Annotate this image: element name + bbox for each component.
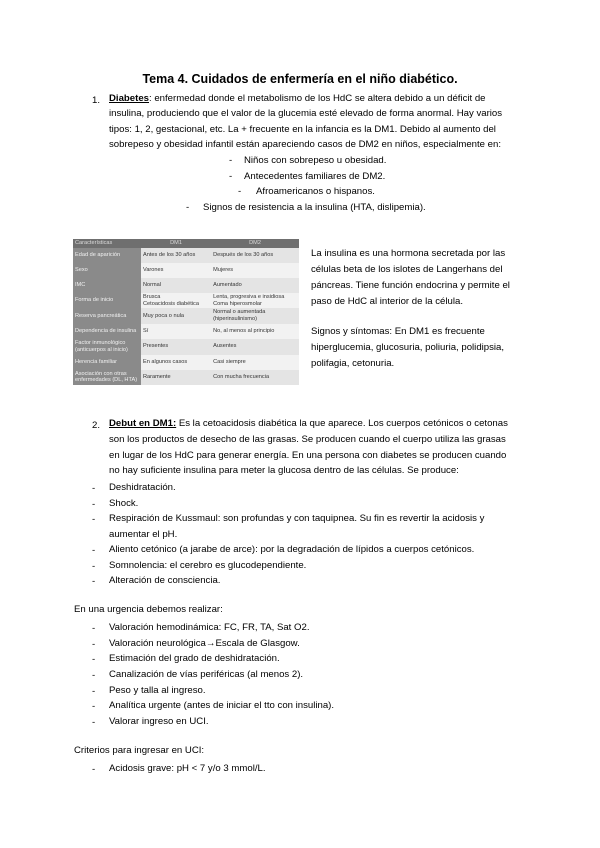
list-item: Valorar ingreso en UCI. — [109, 716, 209, 727]
table-cell: Ausentes — [211, 339, 299, 355]
list-item: aumentar el pH. — [109, 529, 178, 540]
s1-bullet-1: Antecedentes familiares de DM2. — [244, 171, 386, 182]
section-2-number: 2. — [92, 420, 101, 431]
table-row — [73, 263, 299, 278]
bullet-dash: - — [238, 186, 242, 197]
table-cell: Reserva pancreática — [73, 308, 141, 324]
table-cell: Aumentado — [211, 278, 299, 293]
table-cell: Casi siempre — [211, 355, 299, 370]
bullet-dash: - — [229, 171, 233, 182]
s2-line-3: no hay suficiente insulina para meter la glucosa dentro de las células. Se produce: — [109, 465, 459, 476]
list-item: Somnolencia: el cerebro es glucodependiente. — [109, 560, 307, 571]
list-item: Canalización de vías periféricas (al menos 2). — [109, 669, 304, 680]
s2-line-2: en lugar de los HdC para generar energía. En una persona con diabetes se producen cuando — [109, 450, 507, 461]
table-cell: Muy poca o nula — [141, 308, 211, 324]
table-row — [73, 355, 299, 370]
s2-line-0: Es la cetoacidosis diabética la que aparece. Los cuerpos cetónicos o cetonas — [176, 418, 508, 429]
table-cell: No, al menos al principio — [211, 324, 299, 339]
term-diabetes: Diabetes — [109, 93, 149, 104]
bullet-dash: - — [92, 764, 96, 775]
table-header-cell: DM2 — [211, 239, 299, 248]
list-item: Deshidratación. — [109, 482, 176, 493]
s2-line-1: son los productos de desecho de las grasas. Se producen cuando el cuerpo utiliza las grasas — [109, 434, 506, 445]
bullet-dash: - — [92, 701, 96, 712]
table-cell: Brusca Cetoacidosis diabética — [141, 293, 211, 309]
table-cell: Sí — [141, 324, 211, 339]
bullet-dash: - — [92, 623, 96, 634]
urgency-heading: En una urgencia debemos realizar: — [74, 604, 223, 615]
table-row — [73, 308, 299, 324]
bullet-dash: - — [92, 561, 96, 572]
list-item: Acidosis grave: pH < 7 y/o 3 mmol/L. — [109, 763, 266, 774]
table-cell: Después de los 30 años — [211, 248, 299, 263]
table-cell: IMC — [73, 278, 141, 293]
table-cell: Edad de aparición — [73, 248, 141, 263]
s1-line-1: insulina, produciendo que el valor de la glucemia esté elevado de forma anormal. Hay varios — [109, 108, 503, 119]
bullet-dash: - — [92, 639, 96, 650]
table-header-row — [73, 239, 299, 248]
bullet-dash: - — [92, 483, 96, 494]
bullet-dash: - — [92, 670, 96, 681]
table-cell: Herencia familiar — [73, 355, 141, 370]
bullet-dash: - — [92, 576, 96, 587]
table-row — [73, 293, 299, 309]
s1-line-2: tipos: 1, 2, gestacional, etc. La + frecuente en la infancia es la DM1. Debido al aumento del — [109, 124, 496, 135]
section-1-number: 1. — [92, 95, 101, 106]
list-item: Valoración neurológica→Escala de Glasgow. — [109, 638, 300, 649]
symptoms-paragraph: Signos y síntomas: En DM1 es frecuente hiperglucemia, glucosuria, poliuria, polidipsia, polifagia, cetonuria. — [311, 326, 505, 369]
table-cell: Sexo — [73, 263, 141, 278]
bullet-dash: - — [92, 514, 96, 525]
table-cell: Varones — [141, 263, 211, 278]
s1-line-3: sobrepeso y obesidad infantil están apareciendo casos de DM2 en niños, especialmente en: — [109, 139, 501, 150]
s1-bullet-3: Signos de resistencia a la insulina (HTA, dislipemia). — [203, 202, 426, 213]
bullet-dash: - — [229, 155, 233, 166]
icu-criteria-heading: Criterios para ingresar en UCI: — [74, 745, 205, 756]
bullet-dash: - — [92, 499, 96, 510]
insulin-paragraph: La insulina es una hormona secretada por las células beta de los islotes de Langerhans del páncreas. Tiene función endocrina y permite el paso de HdC al interior de la célula. — [311, 248, 510, 307]
list-item: Shock. — [109, 498, 139, 509]
bullet-dash: - — [92, 686, 96, 697]
bullet-dash: - — [92, 654, 96, 665]
table-cell: Asociación con otras enfermedades (DL, HTA) — [73, 370, 141, 386]
list-item: Aliento cetónico (a jarabe de arce): por la degradación de lípidos a cuerpos cetónicos. — [109, 544, 475, 555]
list-item: Valoración hemodinámica: FC, FR, TA, Sat O2. — [109, 622, 310, 633]
table-row — [73, 324, 299, 339]
section-1-paragraph — [109, 91, 529, 106]
dm1-dm2-comparison-table — [73, 239, 299, 385]
table-cell: Mujeres — [211, 263, 299, 278]
table-cell: Normal o aumentada (hiperinsulinismo) — [211, 308, 299, 324]
table-cell: Con mucha frecuencia — [211, 370, 299, 386]
list-item: Alteración de consciencia. — [109, 575, 221, 586]
table-cell: Dependencia de insulina — [73, 324, 141, 339]
term-debut-dm1: Debut en DM1: — [109, 418, 177, 429]
table-header-cell: DM1 — [141, 239, 211, 248]
table-row — [73, 248, 299, 263]
table-row — [73, 278, 299, 293]
table-cell: Antes de los 30 años — [141, 248, 211, 263]
s1-bullet-2: Afroamericanos o hispanos. — [256, 186, 375, 197]
bullet-dash: - — [186, 202, 190, 213]
table-header-cell: Características — [73, 239, 141, 248]
section-2-paragraph — [109, 416, 529, 431]
list-item: Peso y talla al ingreso. — [109, 685, 206, 696]
list-item: Analítica urgente (antes de iniciar el tto con insulina). — [109, 700, 335, 711]
table-cell: Forma de inicio — [73, 293, 141, 309]
s1-bullet-0: Niños con sobrepeso u obesidad. — [244, 155, 387, 166]
table-cell: Lenta, progresiva e insidiosa Coma hiperosmolar — [211, 293, 299, 309]
table-cell: Factor inmunológico (anticuerpos al inicio) — [73, 339, 141, 355]
s1-line-0: : enfermedad donde el metabolismo de los HdC se altera debido a un déficit de — [149, 93, 486, 104]
table-cell: Presentes — [141, 339, 211, 355]
table-cell: Normal — [141, 278, 211, 293]
table-row — [73, 339, 299, 355]
bullet-dash: - — [92, 717, 96, 728]
bullet-dash: - — [92, 545, 96, 556]
page-title: Tema 4. Cuidados de enfermería en el niño diabético. — [142, 72, 458, 86]
list-item: Estimación del grado de deshidratación. — [109, 653, 280, 664]
table-cell: Raramente — [141, 370, 211, 386]
table-cell: En algunos casos — [141, 355, 211, 370]
table-row — [73, 370, 299, 386]
list-item: Respiración de Kussmaul: son profundas y con taquipnea. Su fin es revertir la acidosis y — [109, 513, 485, 524]
